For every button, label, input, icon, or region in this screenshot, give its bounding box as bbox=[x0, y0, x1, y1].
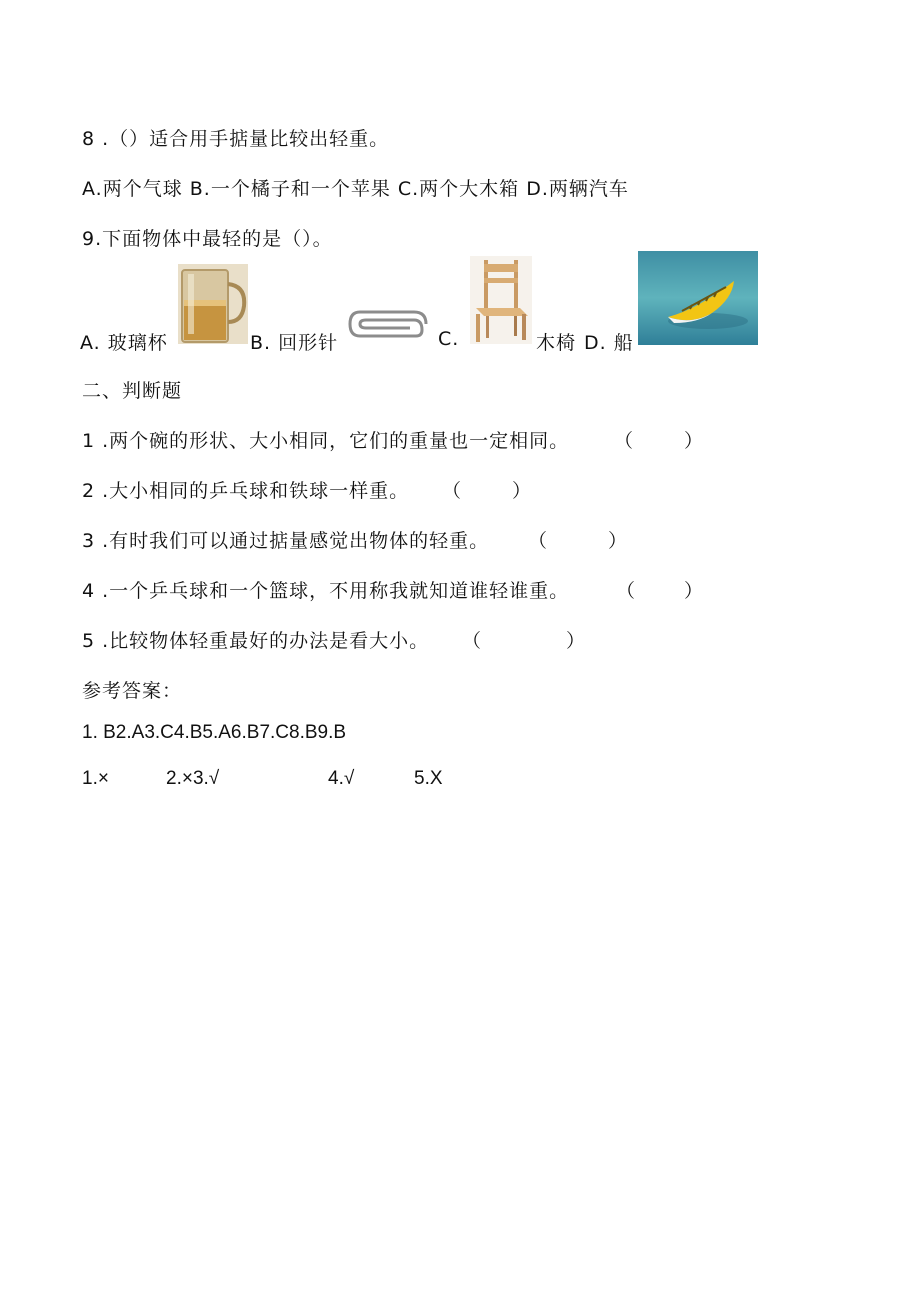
judge-item-2-paren-open: （ bbox=[442, 480, 463, 502]
wooden-chair-image bbox=[470, 256, 532, 344]
q9-option-a-label: A. 玻璃杯 bbox=[80, 332, 168, 354]
judge-item-4-paren-close: ） bbox=[684, 580, 705, 602]
answers-title: 参考答案： bbox=[82, 680, 183, 702]
answers-choice-line: 1. B2.A3.C4.B5.A6.B7.C8.B9.B bbox=[82, 722, 347, 743]
section-title-judgement: 二、判断题 bbox=[82, 380, 183, 402]
judge-item-4: 4 .一个乒乓球和一个篮球，不用称我就知道谁轻谁重。 bbox=[82, 580, 570, 602]
judge-item-3-paren-close: ） bbox=[608, 530, 629, 552]
q9-option-d-label: D. 船 bbox=[584, 332, 634, 354]
judge-item-2: 2 .大小相同的乒乓球和铁球一样重。 bbox=[82, 480, 410, 502]
judge-item-3-paren-open: （ bbox=[528, 530, 549, 552]
q8-options: A.两个气球 B.一个橘子和一个苹果 C.两个大木箱 D.两辆汽车 bbox=[82, 178, 629, 200]
judge-item-1: 1 .两个碗的形状、大小相同，它们的重量也一定相同。 bbox=[82, 430, 570, 452]
judge-item-5-paren-open: （ bbox=[462, 630, 483, 652]
judge-item-5: 5 .比较物体轻重最好的办法是看大小。 bbox=[82, 630, 430, 652]
answer-judge-5: 5.X bbox=[414, 768, 443, 789]
judge-item-1-paren-close: ） bbox=[684, 430, 705, 452]
boat-image bbox=[638, 251, 758, 345]
q9-option-c-text: 木椅 bbox=[536, 332, 577, 354]
q9-option-b-label: B. 回形针 bbox=[250, 332, 339, 354]
judge-item-5-paren-close: ） bbox=[566, 630, 587, 652]
q9-option-c-label: C. bbox=[438, 328, 460, 350]
judge-item-4-paren-open: （ bbox=[616, 580, 637, 602]
glass-cup-image bbox=[178, 264, 248, 344]
q9-stem: 9.下面物体中最轻的是（）。 bbox=[82, 228, 333, 250]
judge-item-1-paren-open: （ bbox=[614, 430, 635, 452]
q8-stem: 8 .（）适合用手掂量比较出轻重。 bbox=[82, 128, 390, 150]
answer-judge-4: 4.√ bbox=[328, 768, 355, 789]
answer-judge-1: 1.× bbox=[82, 768, 109, 789]
judge-item-3: 3 .有时我们可以通过掂量感觉出物体的轻重。 bbox=[82, 530, 490, 552]
paper-clip-image bbox=[346, 306, 434, 342]
answer-judge-2-3: 2.×3.√ bbox=[166, 768, 220, 789]
judge-item-2-paren-close: ） bbox=[512, 480, 533, 502]
